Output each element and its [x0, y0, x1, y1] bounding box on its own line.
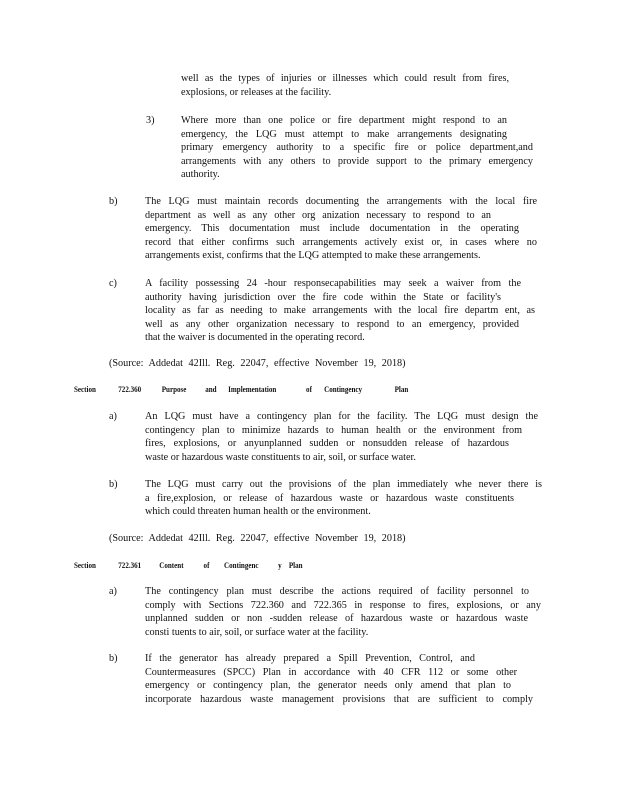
list-marker: b) [109, 653, 118, 664]
text-line: emergency. This documentation must include documentation in the operating [145, 223, 519, 235]
section-title-word: y [278, 560, 282, 570]
text-line: comply with Sections 722.360 and 722.365 in response to fires, explosions, or any [145, 599, 541, 611]
text-line: waste or hazardous waste constituents to air, soil, or surface water. [145, 451, 416, 463]
text-line: An LQG must have a contingency plan for the facility. The LQG must design the [145, 411, 538, 422]
list-marker: b) [109, 479, 118, 490]
text-line: emergency, the LQG must attempt to make arrangements designating [181, 128, 507, 140]
source-note: (Source: Addedat 42Ill. Reg. 22047, effective November 19, 2018) [109, 533, 406, 544]
section-heading-722-361 [74, 559, 320, 571]
list-marker: 3) [146, 115, 155, 126]
section-title-word: Plan [288, 560, 303, 570]
section-number: 722.360 [118, 384, 142, 394]
text-line: The LQG must carry out the provisions of the plan immediately whe never there is [145, 479, 542, 490]
section-title-word: Content [159, 560, 184, 570]
text-line: locality as far as needing to make arrangements with the local fire departm ent, as [145, 305, 535, 317]
list-marker: a) [109, 586, 117, 597]
section-title-word: of [203, 560, 210, 570]
paragraph-a-content [145, 585, 541, 639]
source-note: (Source: Addedat 42Ill. Reg. 22047, effective November 19, 2018) [109, 358, 406, 369]
paragraph-b-carry-out [145, 478, 542, 519]
text-line: Countermeasures (SPCC) Plan in accordance with 40 CFR 112 or some other [145, 666, 517, 678]
text-line: record that either confirms such arrangements actively exist or, in cases where no [145, 236, 537, 248]
intro-paragraph [181, 72, 509, 99]
section-title-word: Plan [394, 384, 409, 394]
text-line: unplanned sudden or non -sudden release of hazardous waste or hazardous waste [145, 613, 528, 625]
text-line: that the waiver is documented in the operating record. [145, 332, 365, 344]
paragraph-b-spcc [145, 652, 533, 706]
text-line: department as well as any other org anization necessary to respond to an [145, 209, 491, 221]
text-line: explosions, or releases at the facility. [181, 86, 332, 98]
section-title-word: and [205, 384, 217, 394]
text-line: which could threaten human health or the environment. [145, 506, 371, 518]
list-marker: a) [109, 411, 117, 422]
text-line: incorporate hazardous waste management provisions that are sufficient to comply [145, 693, 533, 705]
section-title-word: Contingenc [224, 560, 259, 570]
list-marker: b) [109, 196, 118, 207]
text-line: contingency plan to minimize hazards to human health or the environment from [145, 424, 522, 436]
text-line: primary emergency authority to a specific fire or police department,and [181, 142, 533, 154]
text-line: well as the types of injuries or illnesses which could result from fires, [181, 73, 509, 84]
text-line: The contingency plan must describe the actions required of facility personnel to [145, 586, 529, 597]
text-line: a fire,explosion, or release of hazardous waste or hazardous waste constituents [145, 492, 514, 504]
text-line: consti tuents to air, soil, or surface water at the facility. [145, 626, 369, 638]
list-marker: c) [109, 278, 117, 289]
section-word: Section [74, 384, 96, 394]
section-title-word: Contingency [324, 384, 363, 394]
paragraph-a-contingency-plan [145, 410, 538, 464]
text-line: If the generator has already prepared a Spill Prevention, Control, and [145, 653, 475, 664]
text-line: emergency or contingency plan, the generator needs only amend that plan to [145, 680, 511, 692]
text-line: well as any other organization necessary to respond to an emergency, provided [145, 318, 519, 330]
section-title-word: Purpose [161, 384, 187, 394]
text-line: A facility possessing 24 -hour responsecapabilities may seek a waiver from the [145, 278, 521, 289]
section-title-word: of [306, 384, 312, 394]
text-line: arrangements with any others to provide support to the primary emergency [181, 155, 533, 167]
section-word: Section [74, 560, 96, 570]
text-line: Where more than one police or fire department might respond to an [181, 115, 507, 126]
text-line: authority having jurisdiction over the fire code within the State or facility's [145, 291, 501, 303]
paragraph-c-waiver [145, 277, 535, 345]
paragraph-item-3 [181, 114, 533, 182]
section-title-word: Implementation [228, 384, 277, 394]
text-line: fires, explosions, or anyunplanned sudden or nonsudden release of hazardous [145, 438, 509, 450]
text-line: authority. [181, 169, 220, 181]
paragraph-b-records [145, 195, 537, 263]
section-heading-722-360 [74, 383, 435, 395]
text-line: The LQG must maintain records documenting the arrangements with the local fire [145, 196, 537, 207]
section-number: 722.361 [118, 560, 142, 570]
text-line: arrangements exist, confirms that the LQG attempted to make these arrangements. [145, 250, 481, 262]
